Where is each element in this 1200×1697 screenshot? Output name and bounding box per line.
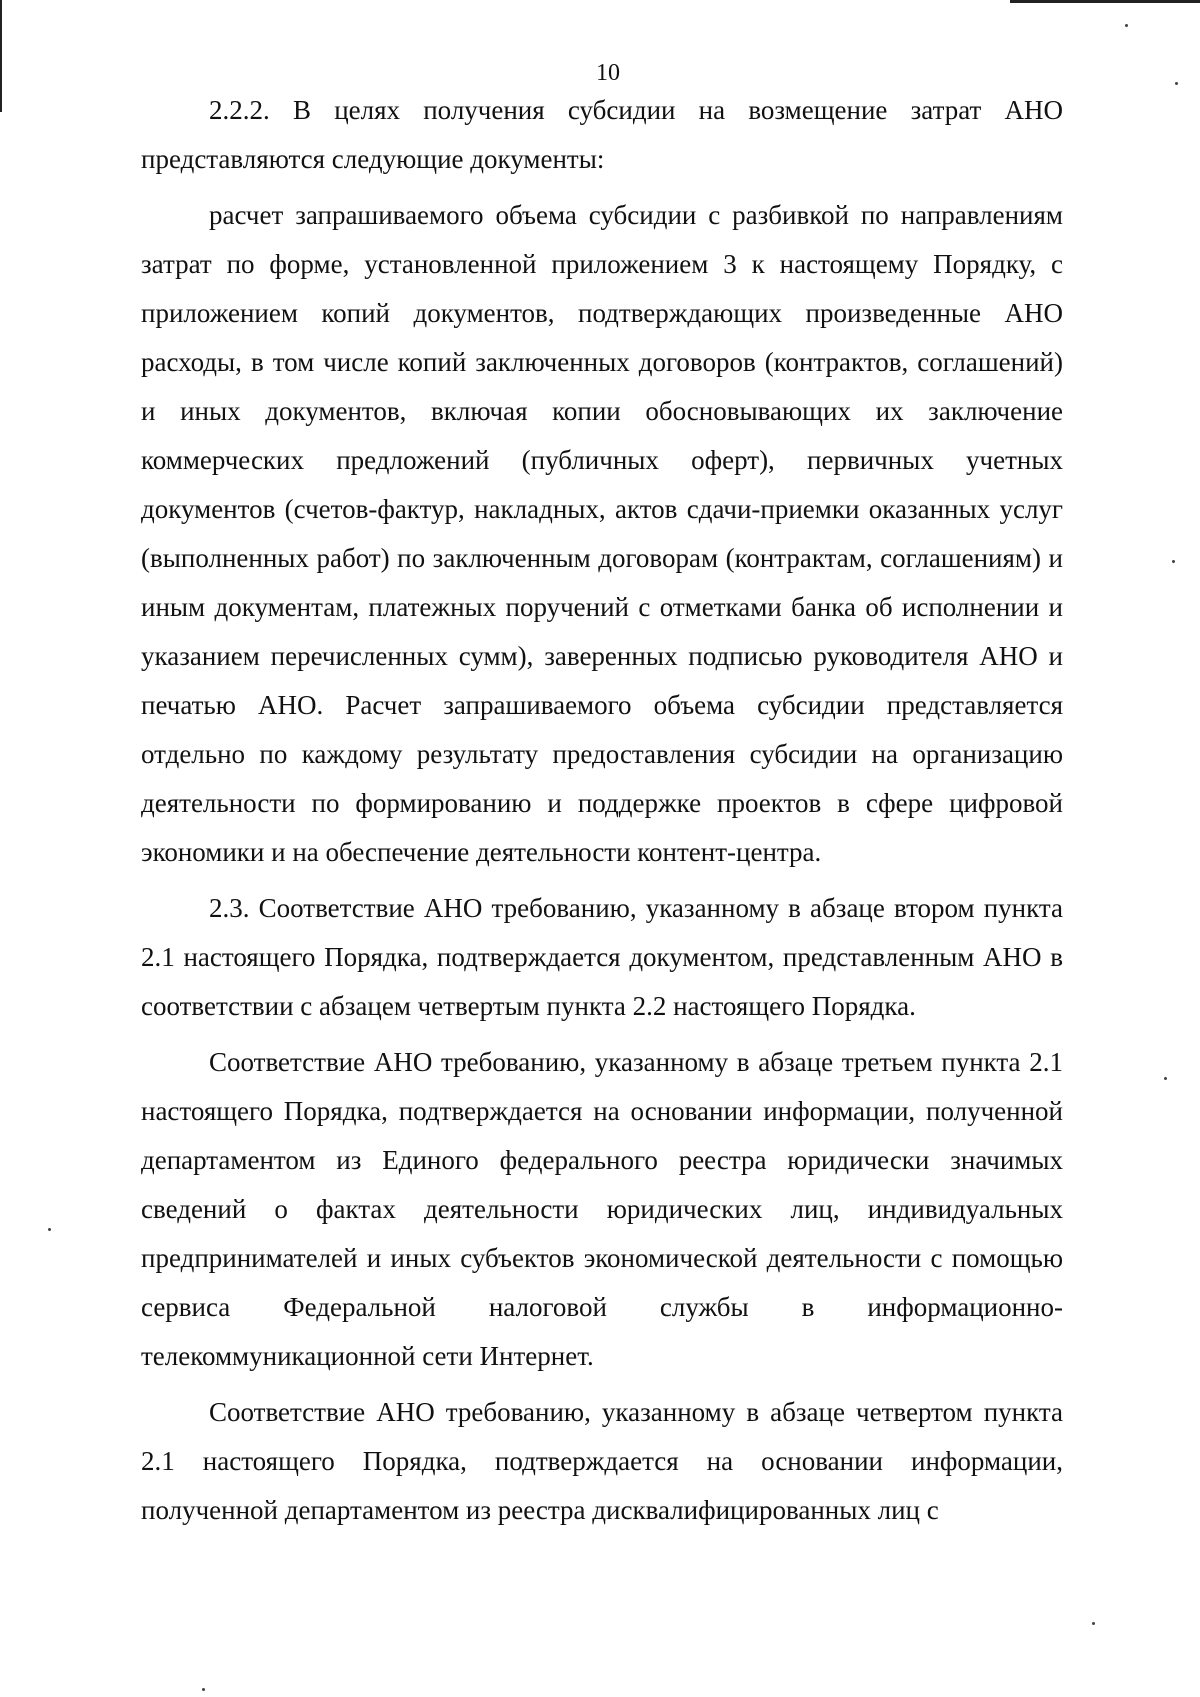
scan-speck [1164, 1077, 1167, 1080]
paragraph-calculation: расчет запрашиваемого объема субсидии с разбивкой по направлениям затрат по форме, установленной приложением 3 к настоящему Порядку, с приложением копий документов, подтверждающих произведенные АНО расходы, в том числе копий заключенных договоров (контрактов, соглашений) и иных документов, включая копии обосновывающих их заключение коммерческих предложений (публичных оферт), первичных учетных документов (счетов-фактур, накладных, актов сдачи-приемки оказанных услуг (выполненных работ) по заключенным договорам (контрактам, соглашениям) и иным документам, платежных поручений с отметками банка об исполнении и указанием перечисленных сумм), заверенных подписью руководителя АНО и печатью АНО. Расчет запрашиваемого объема субсидии представляется отдельно по каждому результату предоставления субсидии на организацию деятельности по формированию и поддержке проектов в сфере цифровой экономики и на обеспечение деятельности контент-центра. [141, 200, 1063, 867]
scan-top-line [1010, 0, 1200, 3]
scan-speck [1092, 1622, 1095, 1625]
paragraph-2-3: 2.3. Соответствие АНО требованию, указанному в абзаце втором пункта 2.1 настоящего Порядка, подтверждается документом, представленным АНО в соответствии с абзацем четвертым пункта 2.2 настоящего Порядка. [141, 893, 1063, 1021]
scan-speck [48, 1228, 51, 1231]
page-number: 10 [596, 60, 620, 86]
scan-speck [1125, 24, 1128, 27]
scan-speck [1172, 560, 1175, 563]
scan-speck [1175, 82, 1178, 85]
paragraph-requirement-third: Соответствие АНО требованию, указанному в абзаце третьем пункта 2.1 настоящего Порядка, подтверждается на основании информации, полученной департаментом из Единого федерального реестра юридически значимых сведений о фактах деятельности юридических лиц, индивидуальных предпринимателей и иных субъектов экономической деятельности с помощью сервиса Федеральной налоговой службы в информационно-телекоммуникационной сети Интернет. [141, 1047, 1063, 1371]
scan-speck [202, 1688, 205, 1691]
scan-edge-line [0, 0, 2, 112]
document-body [141, 86, 1063, 1535]
paragraph-requirement-fourth: Соответствие АНО требованию, указанному в абзаце четвертом пункта 2.1 настоящего Порядка, подтверждается на основании информации, полученной департаментом из реестра дисквалифицированных лиц с [141, 1397, 1063, 1525]
paragraph-2-2-2: 2.2.2. В целях получения субсидии на возмещение затрат АНО представляются следующие документы: [141, 95, 1063, 174]
